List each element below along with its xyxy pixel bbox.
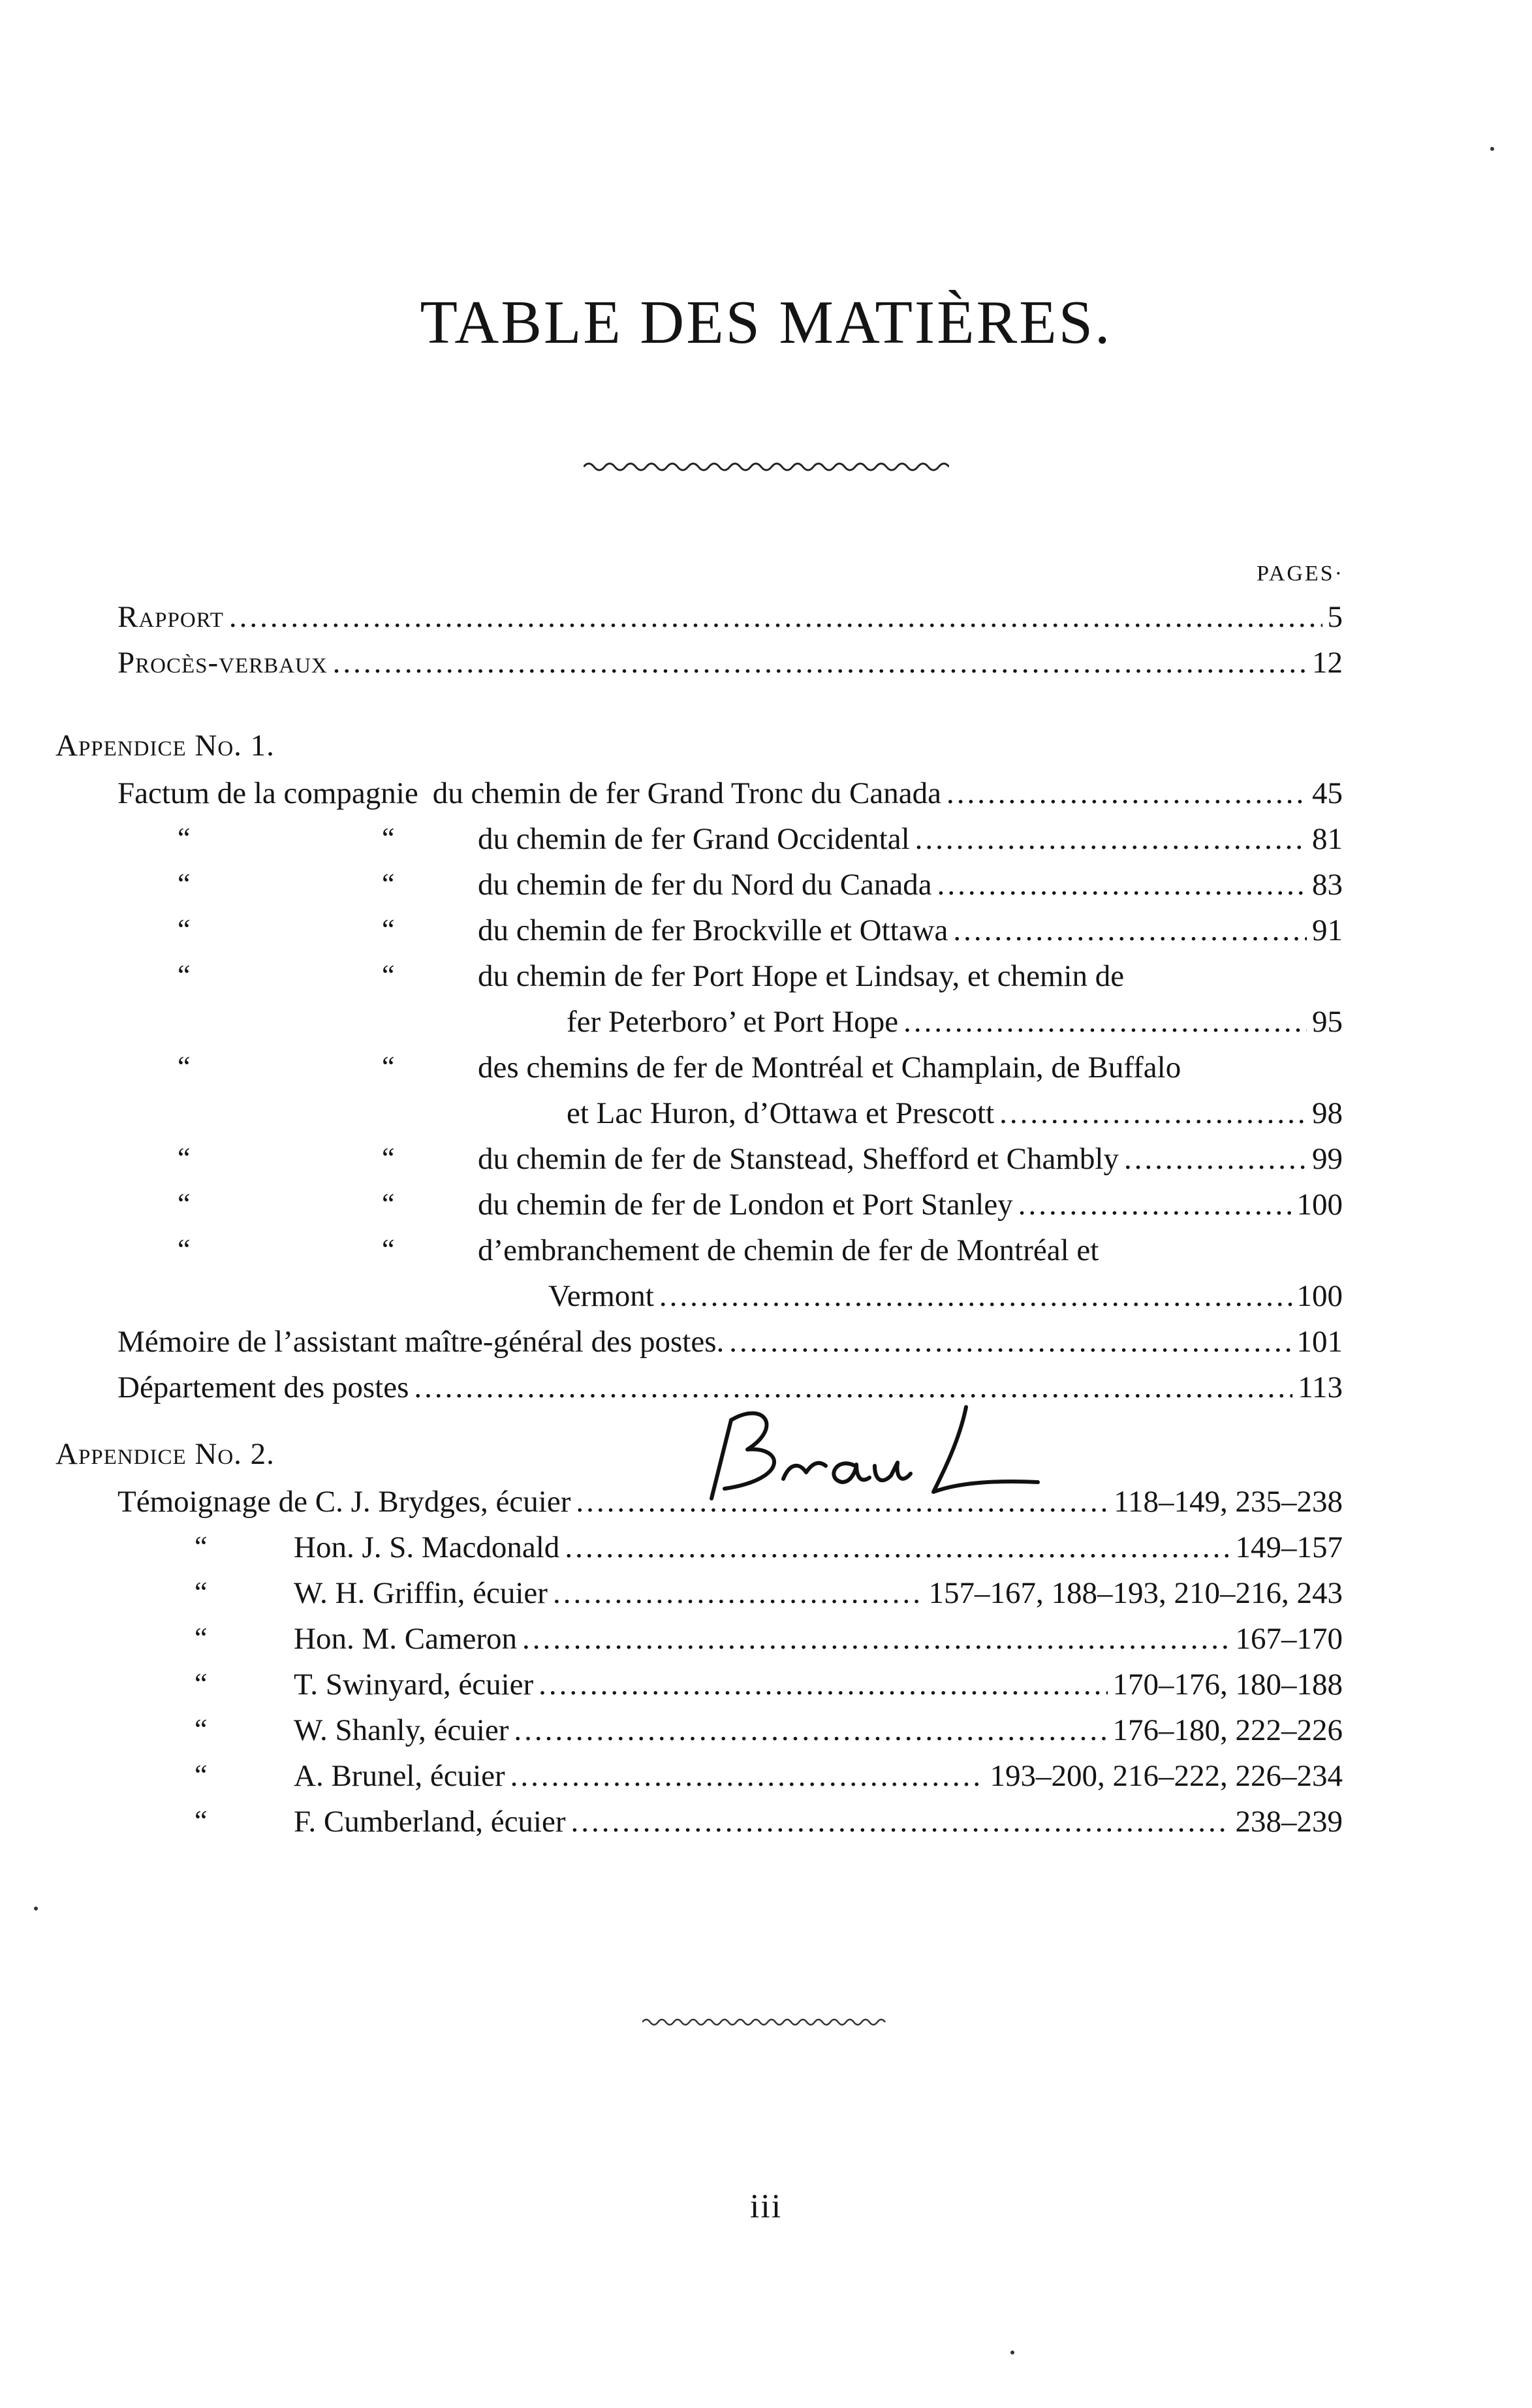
toc-entry-brydges [117, 1482, 1343, 1521]
scan-speck [1490, 147, 1494, 151]
ditto-mark: “ [382, 868, 395, 900]
toc-entry-label: Procès-verbaux [117, 646, 328, 680]
toc-entry-page: 45 [1312, 776, 1343, 810]
toc-entry-label: du chemin de fer de Stanstead, Shefford et Chambly [478, 1142, 1119, 1176]
leader-dots [333, 643, 1307, 682]
leader-dots [571, 1802, 1230, 1841]
page-number: iii [749, 2188, 783, 2225]
ditto-mark: “ [382, 822, 395, 854]
leader-dots [514, 1711, 1107, 1750]
toc-entry-continuation: fer Peterboro’ et Port Hope [567, 1005, 899, 1039]
scan-speck [1010, 2351, 1014, 2354]
toc-entry-label: Département des postes [117, 1370, 409, 1404]
appendix-1-heading: Appendice No. 1. [55, 729, 275, 763]
toc-entry-vermont [548, 1276, 1343, 1316]
ditto-mark: “ [178, 1142, 191, 1174]
toc-entry-continuation: Vermont [548, 1279, 654, 1313]
toc-entry-brunel [294, 1756, 1343, 1796]
ditto-mark: “ [178, 913, 191, 945]
toc-entry-pages: 238–239 [1235, 1805, 1343, 1839]
ditto-mark: “ [382, 959, 395, 991]
toc-entry-label: du chemin de fer Grand Tronc du Canada [432, 776, 941, 810]
toc-entry-shanly [294, 1711, 1343, 1750]
page-title: TABLE DES MATIÈRES. [420, 289, 1112, 356]
toc-entry-stanstead [478, 1139, 1343, 1179]
toc-entry-page: 101 [1296, 1325, 1343, 1359]
toc-entry-continuation: et Lac Huron, d’Ottawa et Prescott [567, 1096, 995, 1130]
toc-entry-nord-du-canada [478, 865, 1343, 904]
toc-entry-page: 100 [1296, 1279, 1343, 1313]
ditto-mark: “ [195, 1759, 208, 1791]
leader-dots [522, 1619, 1230, 1658]
toc-entry-montreal-champlain [567, 1094, 1343, 1133]
scan-speck [34, 1907, 38, 1910]
ditto-mark: “ [178, 959, 191, 991]
leader-dots [999, 1094, 1307, 1133]
toc-entry-cumberland [294, 1802, 1343, 1841]
toc-entry-label: Hon. M. Cameron [294, 1622, 518, 1656]
leader-dots [946, 774, 1307, 813]
leader-dots [915, 819, 1307, 859]
toc-entry-page: 83 [1312, 868, 1343, 902]
closing-ornament [0, 2014, 1532, 2033]
toc-entry-pages: 118–149, 235–238 [1114, 1485, 1343, 1519]
toc-entry-page: 12 [1312, 646, 1343, 680]
toc-entry-pages: 157–167, 188–193, 210–216, 243 [928, 1576, 1343, 1610]
toc-entry-page: 91 [1312, 913, 1343, 947]
toc-entry-cameron [294, 1619, 1343, 1658]
leader-dots [576, 1482, 1108, 1521]
title-ornament [0, 457, 1532, 480]
toc-entry-label: W. H. Griffin, écuier [294, 1576, 548, 1610]
ditto-mark: “ [382, 913, 395, 945]
leader-dots [953, 911, 1307, 950]
toc-entry-rapport [117, 597, 1343, 637]
toc-entry-label: A. Brunel, écuier [294, 1759, 505, 1793]
toc-entry-pages: 193–200, 216–222, 226–234 [990, 1759, 1343, 1793]
appendix-2-heading: Appendice No. 2. [55, 1437, 275, 1471]
toc-entry-label: T. Swinyard, écuier [294, 1668, 534, 1702]
ditto-mark: “ [195, 1576, 208, 1608]
ditto-mark: “ [382, 1233, 395, 1265]
leader-dots [510, 1756, 985, 1796]
ditto-mark: “ [382, 1188, 395, 1220]
ditto-mark: “ [195, 1805, 208, 1837]
leader-dots [553, 1574, 924, 1613]
factum-label: Factum de la compagnie [117, 776, 418, 810]
toc-entry-page: 5 [1327, 600, 1343, 634]
toc-entry-label: du chemin de fer Port Hope et Lindsay, et chemin de [478, 959, 1125, 993]
ditto-mark: “ [382, 1142, 395, 1174]
toc-entry-pages: 149–157 [1235, 1530, 1343, 1564]
toc-entry-factum-grand-tronc [117, 774, 1343, 813]
ditto-mark: “ [195, 1668, 208, 1700]
toc-entry-label: W. Shanly, écuier [294, 1713, 509, 1747]
toc-entry-port-hope-lindsay [567, 1002, 1343, 1041]
leader-dots [229, 597, 1322, 637]
toc-entry-page: 113 [1298, 1370, 1343, 1404]
toc-entry-label: d’embranchement de chemin de fer de Montréal et [478, 1233, 1099, 1267]
ditto-mark: “ [178, 822, 191, 854]
toc-entry-proces-verbaux [117, 643, 1343, 682]
ditto-mark: “ [195, 1622, 208, 1654]
leader-dots [659, 1276, 1292, 1316]
leader-dots [903, 1002, 1307, 1041]
pages-column-header: PAGES· [1257, 562, 1344, 586]
toc-entry-grand-occidental [478, 819, 1343, 859]
leader-dots [729, 1322, 1291, 1361]
leader-dots [1124, 1139, 1307, 1179]
ditto-mark: “ [195, 1713, 208, 1745]
toc-entry-brockville-ottawa [478, 911, 1343, 950]
toc-entry-london-port-stanley [478, 1185, 1343, 1224]
toc-entry-griffin [294, 1574, 1343, 1613]
ditto-mark: “ [178, 868, 191, 900]
toc-entry-memoire [117, 1322, 1343, 1361]
toc-entry-page: 99 [1312, 1142, 1343, 1176]
toc-entry-page: 95 [1312, 1005, 1343, 1039]
toc-entry-page: 81 [1312, 822, 1343, 856]
toc-entry-swinyard [294, 1665, 1343, 1704]
toc-entry-label: des chemins de fer de Montréal et Champlain, de Buffalo [478, 1051, 1181, 1085]
leader-dots [565, 1528, 1230, 1567]
toc-entry-label: Hon. J. S. Macdonald [294, 1530, 560, 1564]
toc-entry-label: Rapport [117, 600, 224, 634]
toc-entry-macdonald [294, 1528, 1343, 1567]
leader-dots [539, 1665, 1107, 1704]
toc-entry-label: Témoignage de C. J. Brydges, écuier [117, 1485, 571, 1519]
toc-entry-label: Mémoire de l’assistant maître-général des postes. [117, 1325, 725, 1359]
toc-entry-label: du chemin de fer de London et Port Stanley [478, 1188, 1013, 1222]
toc-entry-page: 98 [1312, 1096, 1343, 1130]
toc-entry-label: du chemin de fer Brockville et Ottawa [478, 913, 948, 947]
leader-dots [1018, 1185, 1292, 1224]
ditto-mark: “ [178, 1051, 191, 1083]
toc-entry-pages: 167–170 [1235, 1622, 1343, 1656]
toc-entry-page: 100 [1296, 1188, 1343, 1222]
toc-entry-label: du chemin de fer Grand Occidental [478, 822, 910, 856]
toc-entry-label: du chemin de fer du Nord du Canada [478, 868, 932, 902]
ditto-mark: “ [178, 1188, 191, 1220]
ditto-mark: “ [178, 1233, 191, 1265]
toc-entry-pages: 176–180, 222–226 [1112, 1713, 1343, 1747]
ditto-mark: “ [382, 1051, 395, 1083]
toc-entry-pages: 170–176, 180–188 [1112, 1668, 1343, 1702]
ditto-mark: “ [195, 1530, 208, 1562]
toc-entry-label: F. Cumberland, écuier [294, 1805, 566, 1839]
leader-dots [937, 865, 1307, 904]
